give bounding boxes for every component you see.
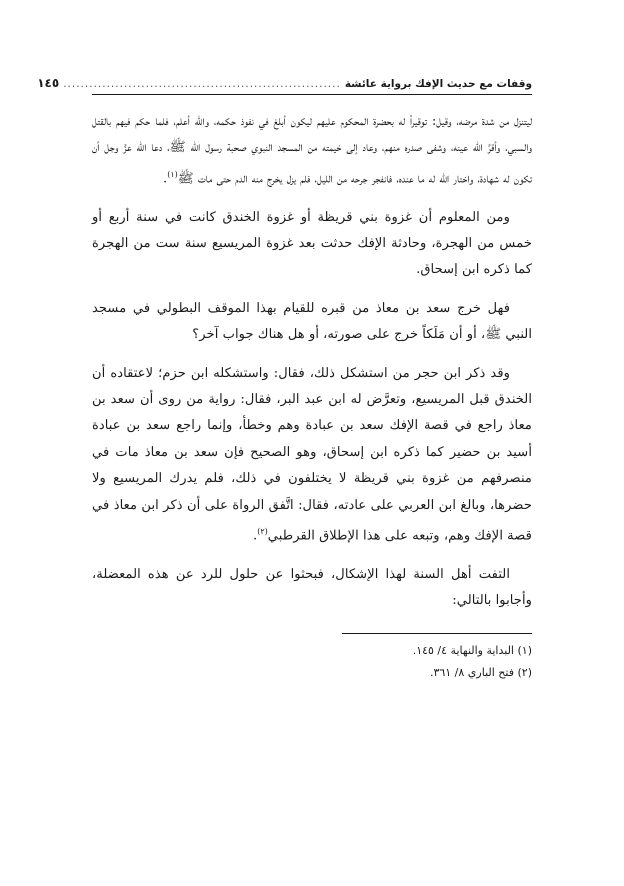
paragraph-1-end: . [163, 171, 168, 187]
paragraph-3: فهل خرج سعد بن معاذ من قبره للقيام بهذا الموقف البطولي في مسجد النبي ﷺ، أو أن مَلَكاً خرج على صورته، أو هل هناك جواب آخر؟ [92, 300, 532, 343]
paragraph-4-text: وقد ذكر ابن حجر من استشكل ذلك، فقال: واستشكله ابن حزم؛ لاعتقاده أن الخندق قبل المريسيع، وتعرَّض له ابن عبد البر، فقال: رواية من روى أن سعد بن معاذ راجع في قصة الإفك سعد بن عبادة وهم وخطأ، وإنما راجع سعد بن عبادة أسيد بن حضير كما ذكره ابن إسحاق، وهو الصحيح فإن سعد بن معاذ مات في منصرفهم من غزوة بني قريظة لا يختلفون في ذلك، فلم يدرك المريسيع ولا حضرها، وبالغ ابن العربي على عادته، فقال: اتَّفق الرواة على أن ذكر ابن معاذ في قصة الإفك وهم، وتبعه على هذا الإطلاق القرطبي [92, 365, 532, 544]
paragraph-4-end: . [253, 528, 258, 544]
footnote-1: (١) البداية والنهاية ٤/ ١٤٥. [412, 643, 532, 657]
book-page [37, 76, 532, 684]
footnote-separator [342, 633, 532, 634]
footnote-ref-1[interactable]: (١) [167, 169, 178, 179]
header-leader-dots: ................................................................ [63, 78, 341, 90]
header-title: وقفات مع حديث الإفك برواية عائشة [344, 78, 532, 90]
paragraph-1-text: ليتنزل من شدة مرضه، وقيل: توقيراً له بحضرة المحكوم عليهم ليكون أبلغ في نفوذ حكمه، والله أعلم، فلما حكم فيهم بالقتل والسبي، وأقرَّ الله عينه، وشفى صدره منهم، وعاد إلى خيمته من المسجد النبوي صحبة رسول الله ﷺ، دعا الله عزَّ وجل أن تكون له شهادة، واختار الله له ما عنده، فانفجر جرحه من الليل، فلم يزل يخرج منه الدم حتى مات [92, 114, 532, 187]
running-header [37, 76, 532, 95]
footnote-2: (٢) فتح الباري ٨/ ٣٦١. [429, 665, 532, 679]
paragraph-2: ومن المعلوم أن غزوة بني قريظة أو غزوة الخندق كانت في سنة أربع أو خمس من الهجرة، وحادثة الإفك حدثت بعد غزوة المريسيع سنة ست من الهجرة كما ذكره ابن إسحاق. [92, 209, 532, 278]
page-number: ١٤٥ [37, 76, 60, 90]
paragraph-5: التفت أهل السنة لهذا الإشكال، فبحثوا عن حلول للرد عن هذه المعضلة، وأجابوا بالتالي: [92, 566, 532, 609]
paragraph-1 [92, 109, 532, 193]
body-text [92, 109, 532, 615]
paragraph-4 [92, 361, 532, 550]
footnote-ref-2[interactable]: (٢) [257, 527, 268, 537]
salutation-glyph: ﷺ [177, 171, 194, 187]
